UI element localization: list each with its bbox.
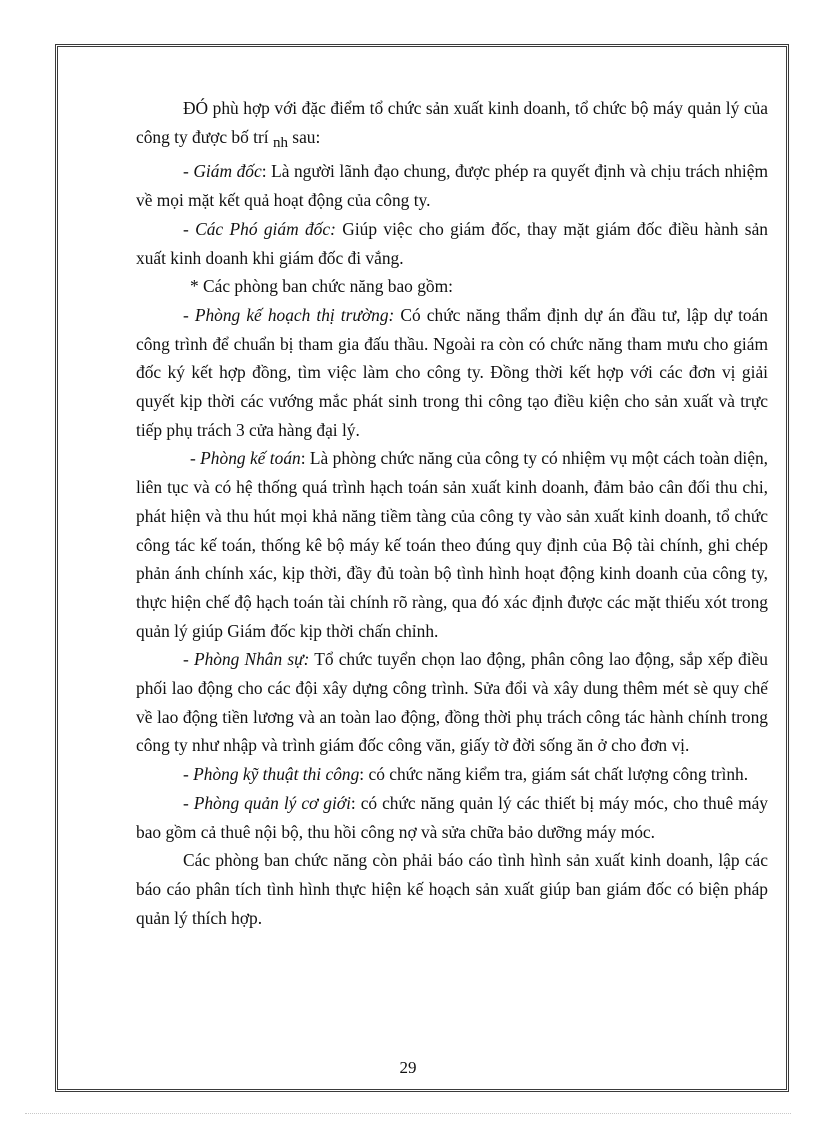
role-label: - Các Phó giám đốc: [183, 218, 336, 239]
body-text [136, 94, 768, 932]
department-label: - Phòng kế hoạch thị trường: [183, 304, 395, 325]
paragraph-intro: ĐÓ phù hợp với đặc điểm tổ chức sản xuất kinh doanh, tổ chức bộ máy quản lý của công ty được bố trí nh sau: [136, 98, 768, 151]
paragraph-departments-heading: * Các phòng ban chức năng bao gồm: [190, 276, 453, 297]
subscript-text: nh [272, 134, 288, 151]
department-label: - Phòng Nhân sự: [183, 649, 310, 670]
paragraph-director: - Giám đốc: Là người lãnh đạo chung, được phép ra quyết định và chịu trách nhiệm về mọi mặt kết quả hoạt động của công ty. [136, 161, 768, 211]
paragraph-accounting-department: - Phòng kế toán: Là phòng chức năng của công ty có nhiệm vụ một cách toàn diện, liên tục và có hệ thống quá trình hạch toán sản xuất kinh doanh, đảm bảo cân đối thu chi, phát hiện và thu hút mọi khả năng tiềm tàng của công ty vào sản xuất kinh doanh, tổ chức công tác kế toán, thống kê bộ máy kế toán theo đúng quy định của Bộ tài chính, ghi chép phản ánh chính xác, kịp thời, đầy đủ toàn bộ tình hình hoạt động kinh doanh của công ty, thực hiện chế độ hạch toán tài chính rõ ràng, qua đó xác định được các mặt thiếu xót trong quản lý giúp Giám đốc kịp thời chấn chỉnh. [136, 448, 768, 641]
role-label: - Giám đốc [183, 161, 262, 182]
department-label: - Phòng kế toán [190, 448, 301, 469]
department-label: - Phòng quản lý cơ giới [183, 792, 351, 813]
department-label: - Phòng kỹ thuật thi công [183, 764, 360, 785]
paragraph-hr-department: - Phòng Nhân sự: Tổ chức tuyển chọn lao động, phân công lao động, sắp xếp điều phối lao động cho các đội xây dựng công trình. Sửa đổi và xây dung thêm mét sè quy chế về lao động tiền lương và an toàn lao động, đồng thời phụ trách công tác hành chính trong công ty như nhập và trình giám đốc công văn, giấy tờ đời sống ăn ở cho đơn vị. [136, 649, 768, 756]
footer-divider [25, 1113, 791, 1114]
paragraph-planning-department: - Phòng kế hoạch thị trường: Có chức năng thẩm định dự án đầu tư, lập dự toán công trình để chuẩn bị tham gia đấu thầu. Ngoài ra còn có chức năng tham mưu cho giám đốc ký kết hợp đồng, tìm việc làm cho công ty. Đồng thời kết hợp với các đơn vị giải quyết kịp thời các vướng mắc phát sinh trong thi công tạo điều kiện cho sản xuất và trực tiếp phụ trách 3 cửa hàng đại lý. [136, 304, 769, 440]
page-number: 29 [399, 1058, 417, 1077]
paragraph-machinery-department: - Phòng quản lý cơ giới: có chức năng quản lý các thiết bị máy móc, cho thuê máy bao gồm cả thuê nội bộ, thu hồi công nợ và sửa chữa bảo dưỡng máy móc. [136, 792, 769, 842]
paragraph-conclusion: Các phòng ban chức năng còn phải báo cáo tình hình sản xuất kinh doanh, lập các báo cáo phân tích tình hình thực hiện kế hoạch sản xuất giúp ban giám đốc có biện pháp quản lý thích hợp. [136, 850, 768, 928]
paragraph-deputy-directors: - Các Phó giám đốc: Giúp việc cho giám đốc, thay mặt giám đốc điều hành sản xuất kinh doanh khi giám đốc đi vắng. [136, 218, 768, 268]
paragraph-technical-department: - Phòng kỹ thuật thi công: có chức năng kiểm tra, giám sát chất lượng công trình. [183, 764, 749, 785]
